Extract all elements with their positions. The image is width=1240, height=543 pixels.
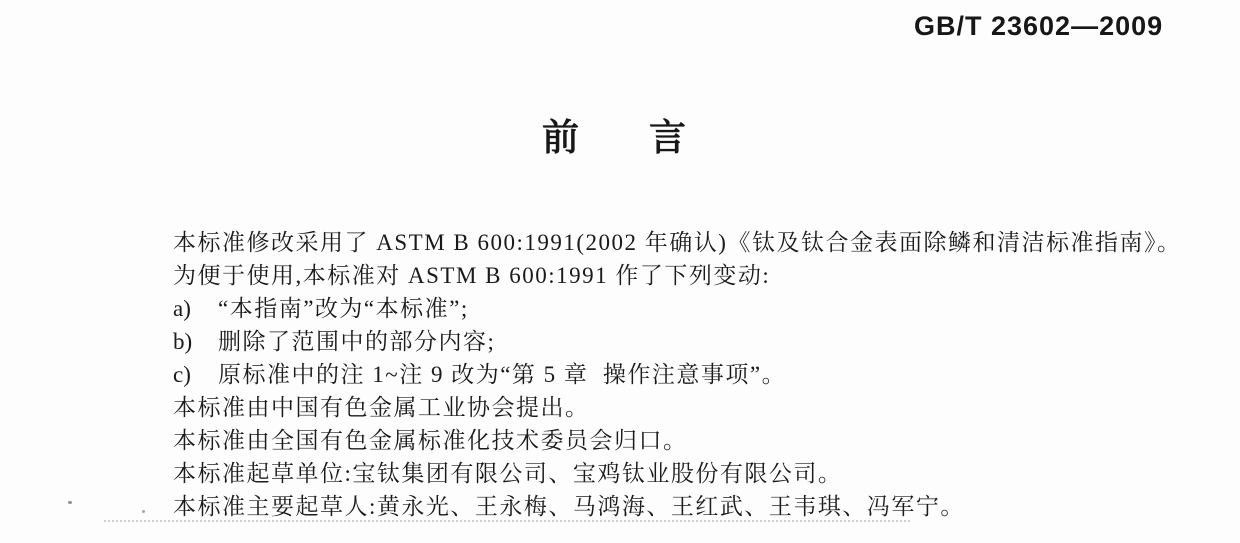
paragraph-drafting-organizations: 本标准起草单位:宝钛集团有限公司、宝鸡钛业股份有限公司。 bbox=[173, 461, 843, 486]
page-title bbox=[0, 117, 1228, 159]
amendment-item-c bbox=[173, 358, 1181, 391]
paragraph-changes-intro: 为便于使用,本标准对 ASTM B 600:1991 作了下列变动: bbox=[173, 263, 771, 288]
paragraph-adoption: 本标准修改采用了 ASTM B 600:1991(2002 年确认)《钛及钛合金表面除鳞和清洁标准指南》。 bbox=[173, 230, 1182, 255]
title-char-qian: 前 bbox=[542, 117, 579, 158]
scan-artifact-speck bbox=[142, 510, 145, 513]
paragraph-proposed-by: 本标准由中国有色金属工业协会提出。 bbox=[173, 395, 590, 420]
amendment-item-c-label: c) bbox=[173, 362, 191, 387]
amendment-item-b-label: b) bbox=[173, 329, 193, 354]
scan-artifact-line bbox=[104, 520, 910, 522]
amendment-item-a-text: “本指南”改为“本标准”; bbox=[218, 296, 469, 321]
title-char-yan: 言 bbox=[649, 117, 686, 158]
amendment-item-b-text: 删除了范围中的部分内容; bbox=[218, 329, 496, 354]
paragraph-main-drafters: 本标准主要起草人:黄永光、王永梅、马鸿海、王红武、王韦琪、冯军宁。 bbox=[173, 494, 965, 519]
amendment-item-a-label: a) bbox=[173, 296, 191, 321]
paragraph-under-jurisdiction: 本标准由全国有色金属标准化技术委员会归口。 bbox=[173, 428, 688, 453]
amendment-item-b bbox=[173, 325, 1181, 358]
standard-number: GB/T 23602—2009 bbox=[914, 11, 1164, 41]
amendment-item-a bbox=[173, 292, 1181, 325]
document-body bbox=[173, 226, 1181, 523]
scan-artifact-speck bbox=[68, 501, 72, 504]
amendment-item-c-text: 原标准中的注 1~注 9 改为“第 5 章 操作注意事项”。 bbox=[218, 362, 787, 387]
